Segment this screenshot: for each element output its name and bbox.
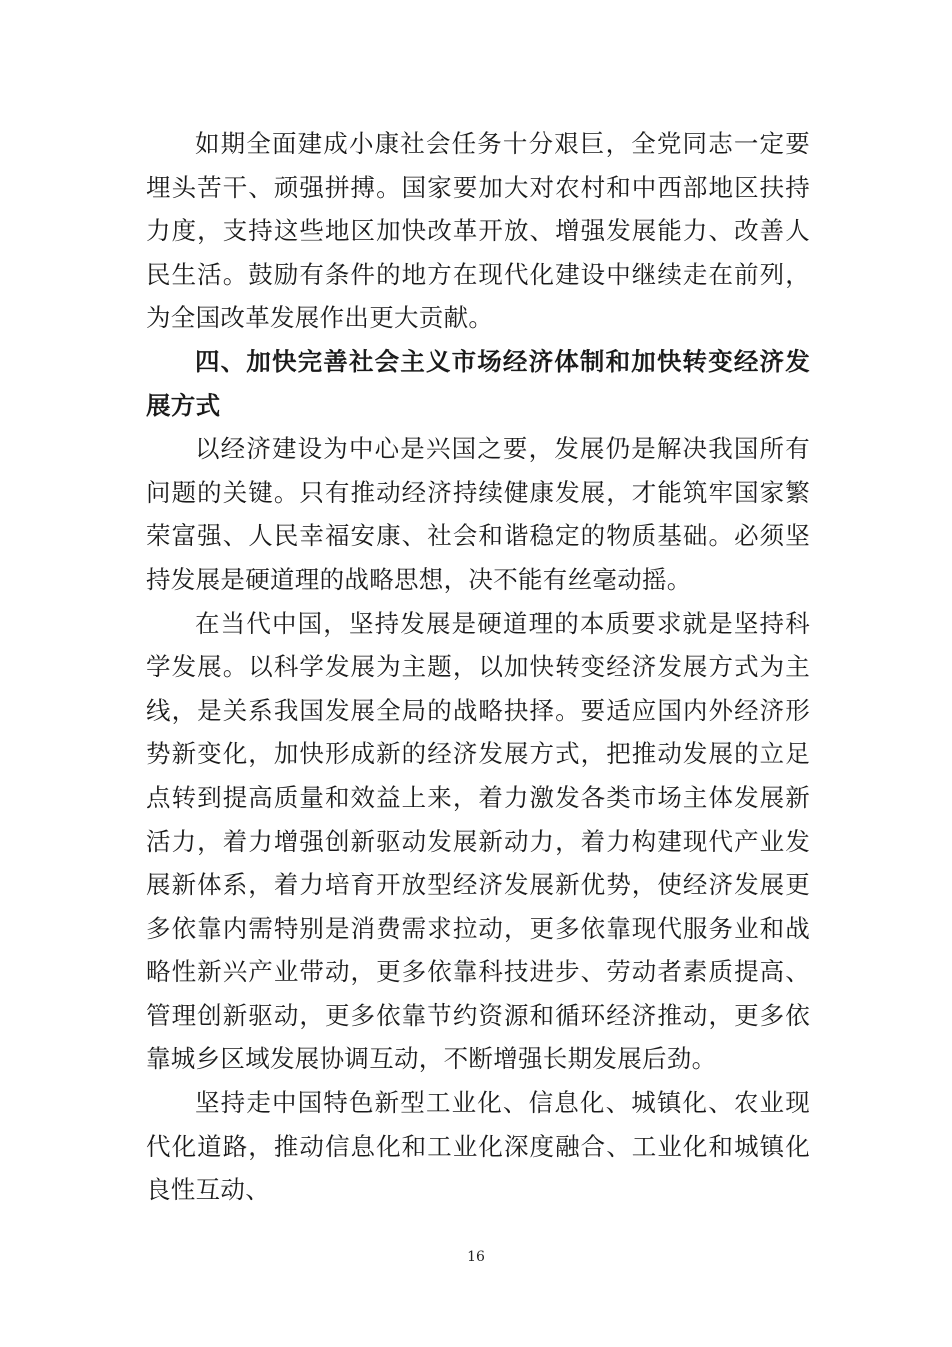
paragraph-poverty-relief: 如期全面建成小康社会任务十分艰巨，全党同志一定要埋头苦干、顽强拼搏。国家要加大对农村和中西部地区扶持力度，支持这些地区加快改革开放、增强发展能力、改善人民生活。鼓励有条件的地方在现代化建设中继续走在前列，为全国改革发展作出更大贡献。 xyxy=(146,129,810,333)
document-page-body xyxy=(146,122,810,1212)
paragraph-economic-construction: 以经济建设为中心是兴国之要，发展仍是解决我国所有问题的关键。只有推动经济持续健康发展，才能筑牢国家繁荣富强、人民幸福安康、社会和谐稳定的物质基础。必须坚持发展是硬道理的战略思想，决不能有丝毫动摇。 xyxy=(146,434,810,594)
paragraph-scientific-development: 在当代中国，坚持发展是硬道理的本质要求就是坚持科学发展。以科学发展为主题，以加快转变经济发展方式为主线，是关系我国发展全局的战略抉择。要适应国内外经济形势新变化，加快形成新的经济发展方式，把推动发展的立足点转到提高质量和效益上来，着力激发各类市场主体发展新活力，着力增强创新驱动发展新动力，着力构建现代产业发展新体系，着力培育开放型经济发展新优势，使经济发展更多依靠内需特别是消费需求拉动，更多依靠现代服务业和战略性新兴产业带动，更多依靠科技进步、劳动者素质提高、管理创新驱动，更多依靠节约资源和循环经济推动，更多依靠城乡区域发展协调互动，不断增强长期发展后劲。 xyxy=(146,608,810,1074)
page-number: 16 xyxy=(467,1249,485,1265)
paragraph-new-industrialization: 坚持走中国特色新型工业化、信息化、城镇化、农业现代化道路，推动信息化和工业化深度融合、工业化和城镇化良性互动、 xyxy=(146,1088,810,1205)
section-heading-market-economy: 四、加快完善社会主义市场经济体制和加快转变经济发展方式 xyxy=(146,346,810,420)
